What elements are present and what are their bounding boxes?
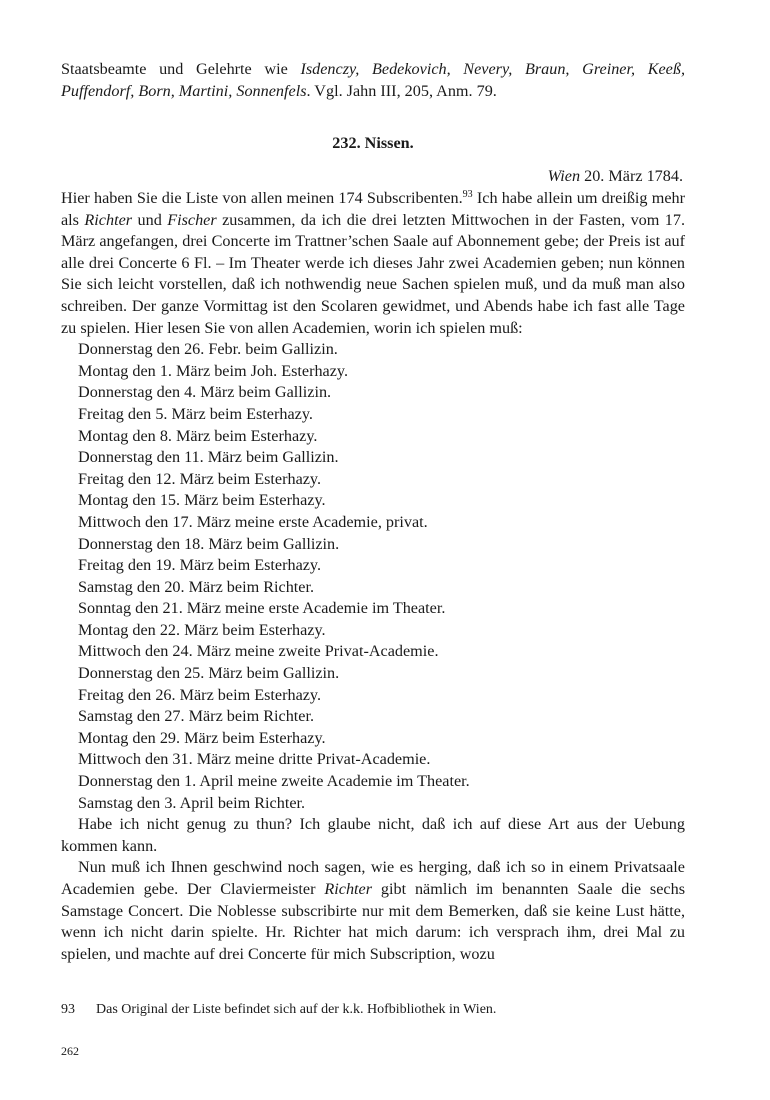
schedule-item: Montag den 22. März beim Esterhazy. (78, 620, 326, 639)
schedule-item: Freitag den 19. März beim Esterhazy. (78, 556, 322, 575)
schedule-item: Sonntag den 21. März meine erste Academie im Theater. (78, 599, 446, 618)
schedule-item: Freitag den 5. März beim Esterhazy. (78, 404, 313, 423)
closing-text: Nun muß ich Ihnen geschwind noch sagen, wie es herging, daß ich so in einem Privatsaale Academien gebe. Der Claviermeister (61, 858, 685, 898)
opening-text: zusammen, da ich die drei letzten Mittwochen in der Fasten, vom 17. März angefangen, drei Concerte im Trattner’schen Saale auf Abonnement gebe; der Preis ist auf alle drei Concerte 6 Fl. – Im Theater werde ich dieses Jahr zwei Academien geben; nun können Sie sich leicht vorstellen, daß ich nothwendig neue Sachen spielen muß, und da muß man also schreiben. Der ganze Vormittag ist den Scolaren gewidmet, und Abends habe ich fast alle Tage zu spielen. Hier lesen Sie von allen Academien, worin ich spielen muß: (61, 210, 686, 337)
name-fischer: Fischer (167, 210, 217, 229)
opening-text: und (132, 210, 168, 229)
letter-heading: 232. Nissen. (332, 134, 414, 152)
opening-text: Ich habe allein um dreißig mehr als (61, 189, 685, 229)
closing-text: gibt nämlich im benannten Saale die sechs Samstage Concert. Die Noblesse subscribirte nur mit dem Bemerken, daß sie keine Lust hätte, wenn ich nicht darin spielte. Hr. Richter hat mich darum: ich versprach ihm, drei Mal zu spielen, und machte auf drei Concerte für mich Subscription, wozu (61, 880, 685, 963)
book-page (61, 0, 685, 1100)
footnote-text: Das Original der Liste befindet sich auf der k.k. Hofbibliothek in Wien. (96, 1002, 497, 1017)
schedule-item: Montag den 1. März beim Joh. Esterhazy. (78, 361, 349, 380)
schedule-item: Samstag den 27. März beim Richter. (78, 707, 315, 726)
letter-body (61, 188, 685, 965)
concert-schedule (61, 339, 685, 814)
schedule-item: Donnerstag den 26. Febr. beim Gallizin. (78, 340, 338, 359)
footnote-reference: 93 (462, 189, 473, 200)
paragraph-private-academies (61, 857, 685, 965)
schedule-item: Samstag den 3. April beim Richter. (78, 793, 306, 812)
page-number: 262 (61, 1044, 79, 1058)
schedule-item: Freitag den 12. März beim Esterhazy. (78, 469, 322, 488)
schedule-item: Donnerstag den 25. März beim Gallizin. (78, 664, 340, 683)
schedule-item: Donnerstag den 1. April meine zweite Academie im Theater. (78, 772, 470, 791)
intro-line-1 (61, 59, 685, 81)
opening-paragraph (61, 188, 685, 339)
letter-dateline (61, 166, 683, 188)
schedule-item: Mittwoch den 31. März meine dritte Privat-Academie. (78, 750, 431, 769)
name-richter: Richter (324, 880, 373, 898)
schedule-item: Donnerstag den 11. März beim Gallizin. (78, 448, 339, 467)
schedule-item: Donnerstag den 4. März beim Gallizin. (78, 383, 332, 402)
footnote-number: 93 (61, 1002, 75, 1017)
name-richter: Richter (84, 210, 133, 229)
paragraph-busy: Habe ich nicht genug zu thun? Ich glaube nicht, daß ich auf diese Art aus der Uebung kommen kann. (61, 815, 685, 855)
opening-text: Hier haben Sie die Liste von allen meinen 174 Subscribenten. (61, 189, 463, 207)
intro-paragraph (61, 59, 685, 102)
schedule-item: Samstag den 20. März beim Richter. (78, 577, 315, 596)
intro-line-2 (61, 81, 685, 103)
schedule-item: Mittwoch den 24. März meine zweite Privat-Academie. (78, 642, 439, 661)
schedule-item: Freitag den 26. März beim Esterhazy. (78, 685, 322, 704)
schedule-item: Montag den 15. März beim Esterhazy. (78, 491, 326, 510)
intro-names-2: Puffendorf, Born, Martini, Sonnenfels (61, 81, 307, 100)
dateline-place: Wien (547, 167, 581, 185)
schedule-item: Montag den 29. März beim Esterhazy. (78, 728, 326, 747)
dateline-date: 20. März 1784. (580, 167, 683, 185)
schedule-item: Donnerstag den 18. März beim Gallizin. (78, 534, 340, 553)
schedule-item: Mittwoch den 17. März meine erste Academie, privat. (78, 512, 428, 531)
intro-reference: . Vgl. Jahn III, 205, Anm. 79. (306, 81, 497, 100)
intro-names-1: Isdenczy, Bedekovich, Nevery, Braun, Greiner, Keeß, (300, 60, 686, 78)
schedule-item: Montag den 8. März beim Esterhazy. (78, 426, 318, 445)
intro-text: Staatsbeamte und Gelehrte wie (61, 60, 301, 78)
footnote (61, 1001, 685, 1019)
